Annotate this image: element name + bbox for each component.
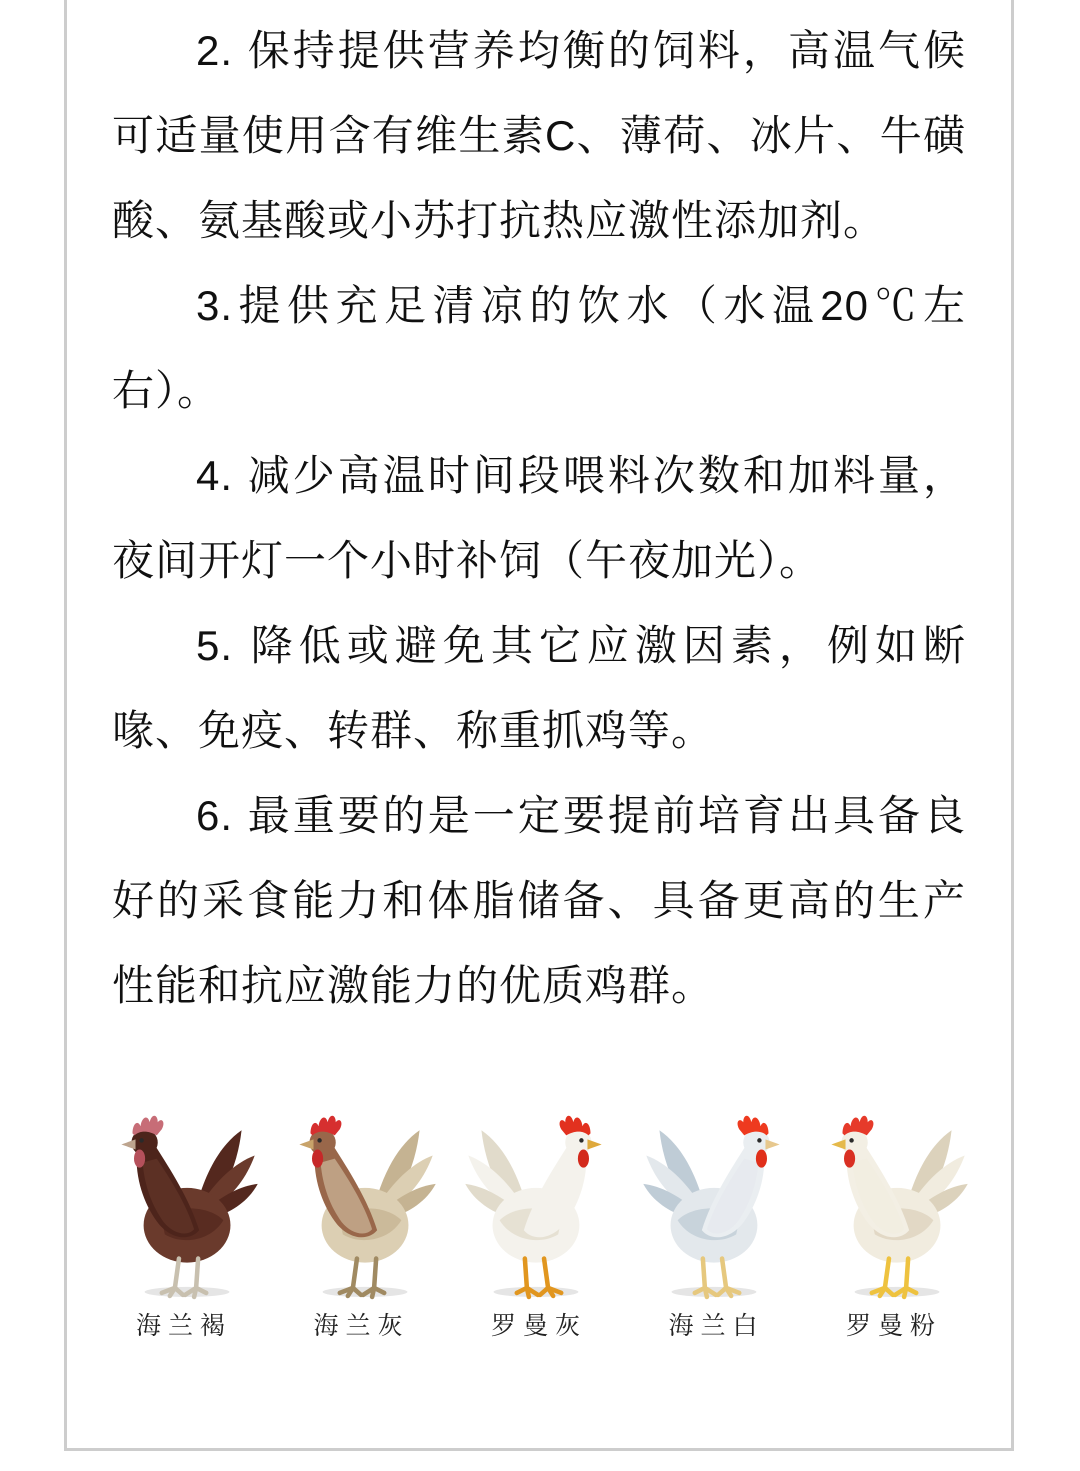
- hen-icon: [286, 1100, 438, 1302]
- paragraph-item-2: 2. 保持提供营养均衡的饲料，高温气候可适量使用含有维生素C、薄荷、冰片、牛磺酸、氨基酸或小苏打抗热应激性添加剂。: [112, 27, 966, 244]
- breed-figure: [460, 1100, 618, 1342]
- breed-figure: [815, 1100, 973, 1342]
- article-body: [67, 0, 1011, 1028]
- breed-figure: [105, 1100, 263, 1342]
- breed-label: 罗曼粉: [845, 1312, 942, 1340]
- hen-icon: [463, 1100, 615, 1302]
- breeds-row: [67, 1100, 1011, 1342]
- paragraph-item-6: 6. 最重要的是一定要提前培育出具备良好的采食能力和体脂储备、具备更高的生产性能和抗应激能力的优质鸡群。: [112, 792, 966, 1009]
- breed-label: 罗曼灰: [490, 1312, 587, 1340]
- breed-figure: [638, 1100, 796, 1342]
- breed-label: 海兰白: [668, 1312, 765, 1340]
- breed-figure: [283, 1100, 441, 1342]
- hen-icon: [818, 1100, 970, 1302]
- paragraph-item-4: 4. 减少高温时间段喂料次数和加料量，夜间开灯一个小时补饲（午夜加光）。: [112, 452, 966, 584]
- breed-label: 海兰褐: [135, 1312, 232, 1340]
- hen-icon: [641, 1100, 793, 1302]
- breed-label: 海兰灰: [313, 1312, 410, 1340]
- hen-icon: [108, 1100, 260, 1302]
- paragraph-item-3: 3.提供充足清凉的饮水（水温20℃左右）。: [112, 282, 966, 414]
- article-page-card: [64, 0, 1014, 1451]
- paragraph-item-5: 5. 降低或避免其它应激因素，例如断喙、免疫、转群、称重抓鸡等。: [112, 622, 966, 754]
